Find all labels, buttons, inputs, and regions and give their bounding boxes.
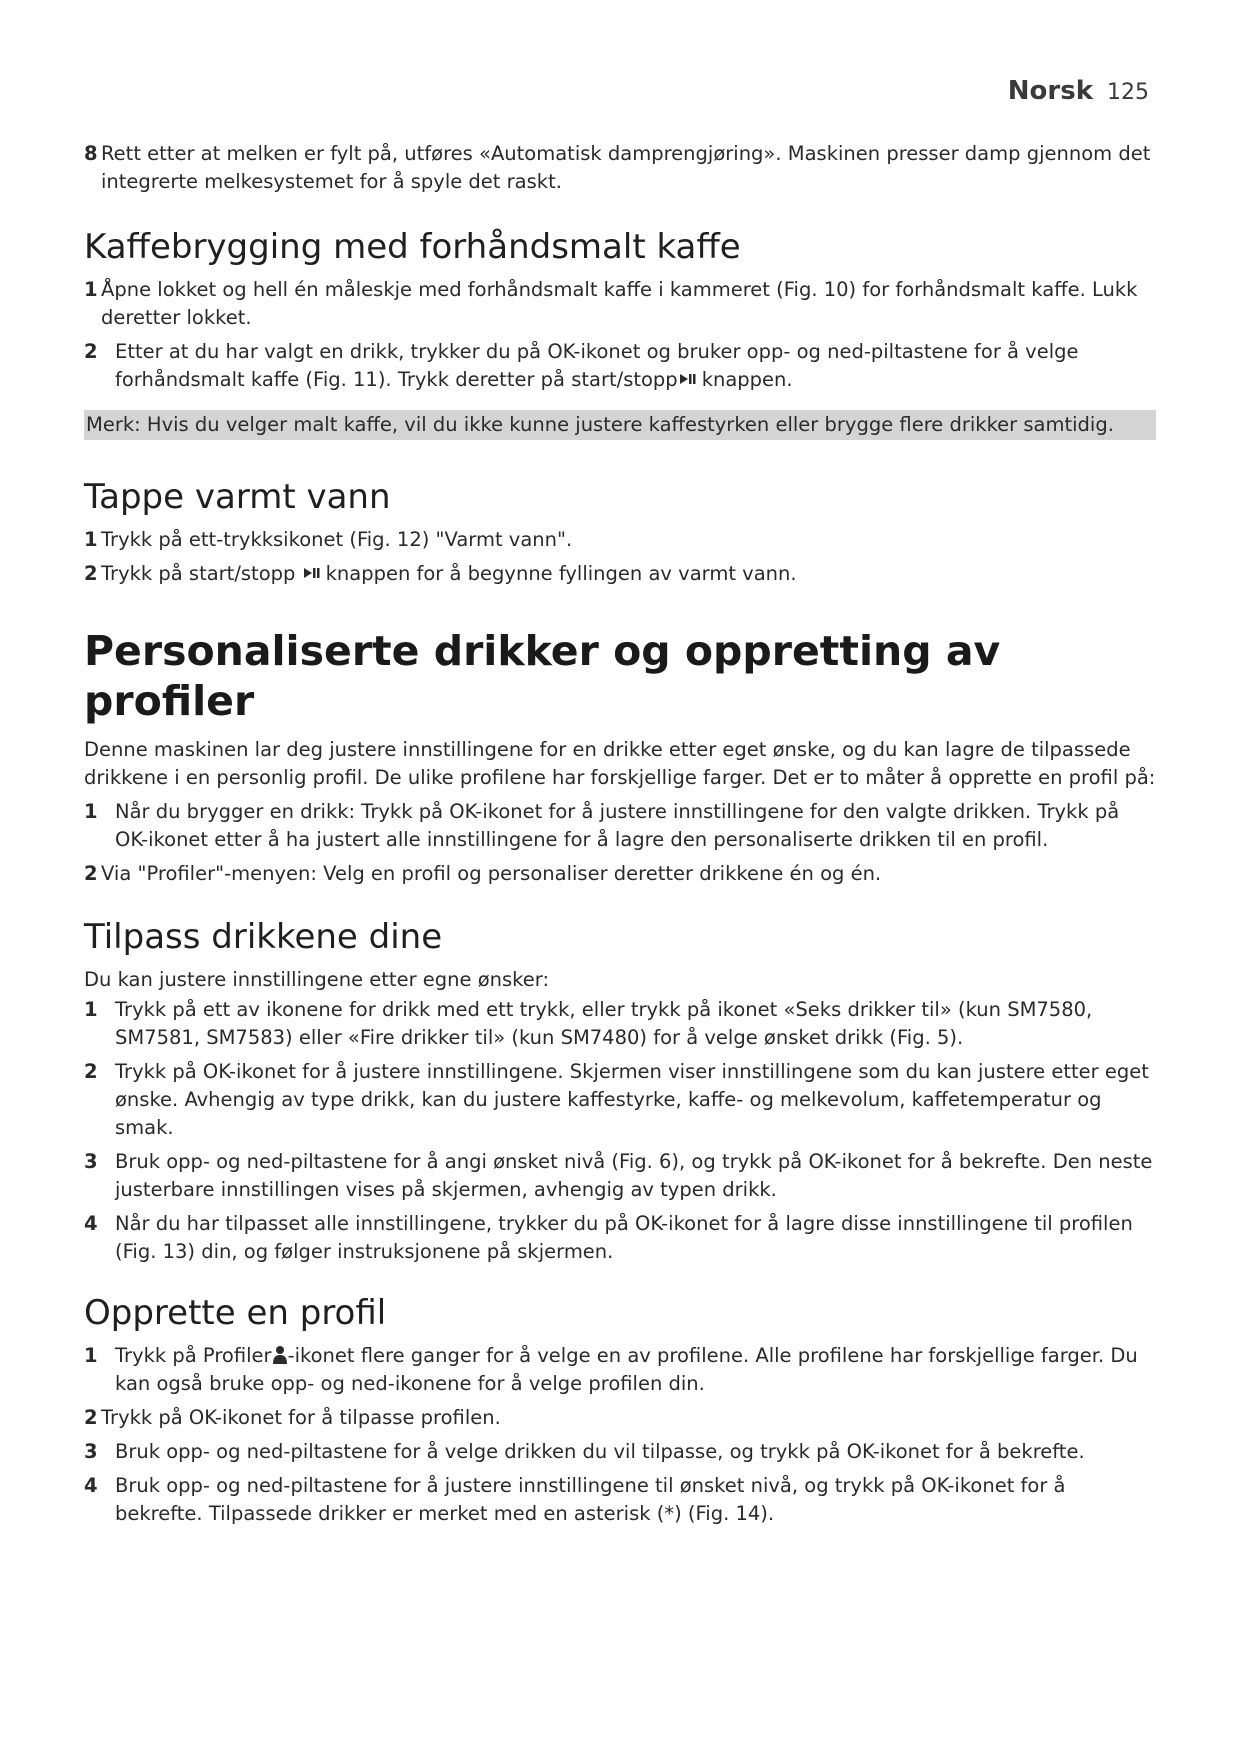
list-item (84, 526, 1156, 554)
chapter-title: Personaliserte drikker og oppretting av profiler (84, 627, 1001, 725)
list-item (84, 996, 1156, 1052)
list-item (84, 1210, 1156, 1266)
list-item (84, 140, 1156, 196)
step-text: Bruk opp- og ned-piltastene for å justere innstillingene til ønsket nivå, og trykk på OK-ikonet for å bekrefte. Tilpassede drikker er merket med en asterisk (*) (Fig. 14). (115, 1474, 1066, 1525)
step-text: Rett etter at melken er fylt på, utføres «Automatisk damprengjøring». Maskinen presser damp gjennom det integrerte melkesystemet for å spyle det raskt. (101, 142, 1151, 193)
section-title: Tappe varmt vann (84, 477, 391, 517)
step-text: Trykk på Profiler (115, 1344, 272, 1367)
list-item (84, 560, 1156, 588)
section-title: Tilpass drikkene dine (84, 917, 443, 957)
page-number: 125 (1107, 80, 1149, 105)
section-adjust-drinks (84, 916, 1156, 1266)
step-text: Trykk på ett-trykksikonet (Fig. 12) "Varmt vann". (101, 528, 573, 551)
step-number: 4 (84, 1212, 98, 1235)
list-item (84, 860, 1156, 888)
step-number: 2 (84, 340, 98, 363)
step-text: Trykk på ett av ikonene for drikk med ett trykk, eller trykk på ikonet «Seks drikker til» (kun SM7580, SM7581, SM7583) eller «Fire drikker til» (kun SM7480) for å velge ønsket drikk (Fig. 5). (115, 998, 1093, 1049)
step-text: Åpne lokket og hell én måleskje med forhåndsmalt kaffe i kammeret (Fig. 10) for forhåndsmalt kaffe. Lukk deretter lokket. (101, 278, 1138, 329)
section-ground-coffee (84, 226, 1156, 440)
section-title: Opprette en profil (84, 1293, 387, 1333)
list-item (84, 1342, 1156, 1398)
list-item (84, 1148, 1156, 1204)
list-item (84, 276, 1156, 332)
page-header (1008, 76, 1149, 106)
step-number: 1 (84, 1344, 98, 1367)
step-number: 1 (84, 998, 98, 1021)
section-hot-water (84, 476, 1156, 588)
note-box: Merk: Hvis du velger malt kaffe, vil du ikke kunne justere kaffestyrken eller brygge flere drikker samtidig. (84, 410, 1156, 440)
step-text: Via "Profiler"-menyen: Velg en profil og personaliser deretter drikkene én og én. (101, 862, 882, 885)
step-text: Trykk på OK-ikonet for å tilpasse profilen. (101, 1406, 501, 1429)
profile-icon (272, 1345, 288, 1365)
intro-paragraph: Du kan justere innstillingene etter egne ønsker: (84, 968, 550, 991)
step-text: Etter at du har valgt en drikk, trykker du på OK-ikonet og bruker opp- og ned-piltastene for å velge forhåndsmalt kaffe (Fig. 11). Trykk deretter på start/stopp (115, 340, 1079, 391)
step-number: 2 (84, 1060, 98, 1083)
step-number: 8 (84, 142, 98, 165)
document-body (84, 140, 1156, 1534)
list-item (84, 1438, 1156, 1466)
language-label: Norsk (1007, 76, 1093, 106)
step-number: 2 (84, 1406, 98, 1429)
step-text-cont: -ikonet flere ganger for å velge en av profilene. Alle profilene har forskjellige farger. Du kan også bruke opp- og ned-ikonene for å velge profilen din. (115, 1344, 1138, 1395)
list-item (84, 1058, 1156, 1142)
step-number: 1 (84, 800, 98, 823)
step-text-cont: knappen for å begynne fyllingen av varmt vann. (325, 562, 797, 585)
step-number: 1 (84, 528, 98, 551)
start-stop-icon (302, 564, 326, 582)
step-number: 3 (84, 1150, 98, 1173)
step-text: Bruk opp- og ned-piltastene for å angi ønsket nivå (Fig. 6), og trykk på OK-ikonet for å bekrefte. Den neste justerbare innstillingen vises på skjermen, avhengig av typen drikk. (115, 1150, 1153, 1201)
step-number: 4 (84, 1474, 98, 1497)
step-text: Trykk på start/stopp (101, 562, 302, 585)
step-number: 3 (84, 1440, 98, 1463)
step-text-cont: knappen. (701, 368, 793, 391)
step-text: Når du har tilpasset alle innstillingene, trykker du på OK-ikonet for å lagre disse innstillingene til profilen (Fig. 13) din, og følger instruksjonene på skjermen. (115, 1212, 1133, 1263)
list-item (84, 1472, 1156, 1528)
intro-paragraph: Denne maskinen lar deg justere innstillingene for en drikke etter eget ønske, og du kan lagre de tilpassede drikkene i en personlig profil. De ulike profilene har forskjellige farger. Det er to måter å opprette en profil på: (84, 738, 1156, 789)
section-title: Kaffebrygging med forhåndsmalt kaffe (84, 227, 741, 267)
list-item (84, 338, 1156, 394)
section-personalised (84, 626, 1156, 888)
step-text: Trykk på OK-ikonet for å justere innstillingene. Skjermen viser innstillingene som du kan justere etter eget ønske. Avhengig av type drikk, kan du justere kaffestyrke, kaffe- og melkevolum, kaffetemperatur og smak. (115, 1060, 1149, 1139)
step-number: 2 (84, 562, 98, 585)
section-create-profile (84, 1292, 1156, 1528)
step-number: 1 (84, 278, 98, 301)
start-stop-icon (678, 370, 702, 388)
step-text: Bruk opp- og ned-piltastene for å velge drikken du vil tilpasse, og trykk på OK-ikonet for å bekrefte. (115, 1440, 1085, 1463)
list-item (84, 1404, 1156, 1432)
step-number: 2 (84, 862, 98, 885)
list-item (84, 798, 1156, 854)
step-text: Når du brygger en drikk: Trykk på OK-ikonet for å justere innstillingene for den valgte drikken. Trykk på OK-ikonet etter å ha justert alle innstillingene for å lagre den personaliserte drikken til en profil. (115, 800, 1120, 851)
